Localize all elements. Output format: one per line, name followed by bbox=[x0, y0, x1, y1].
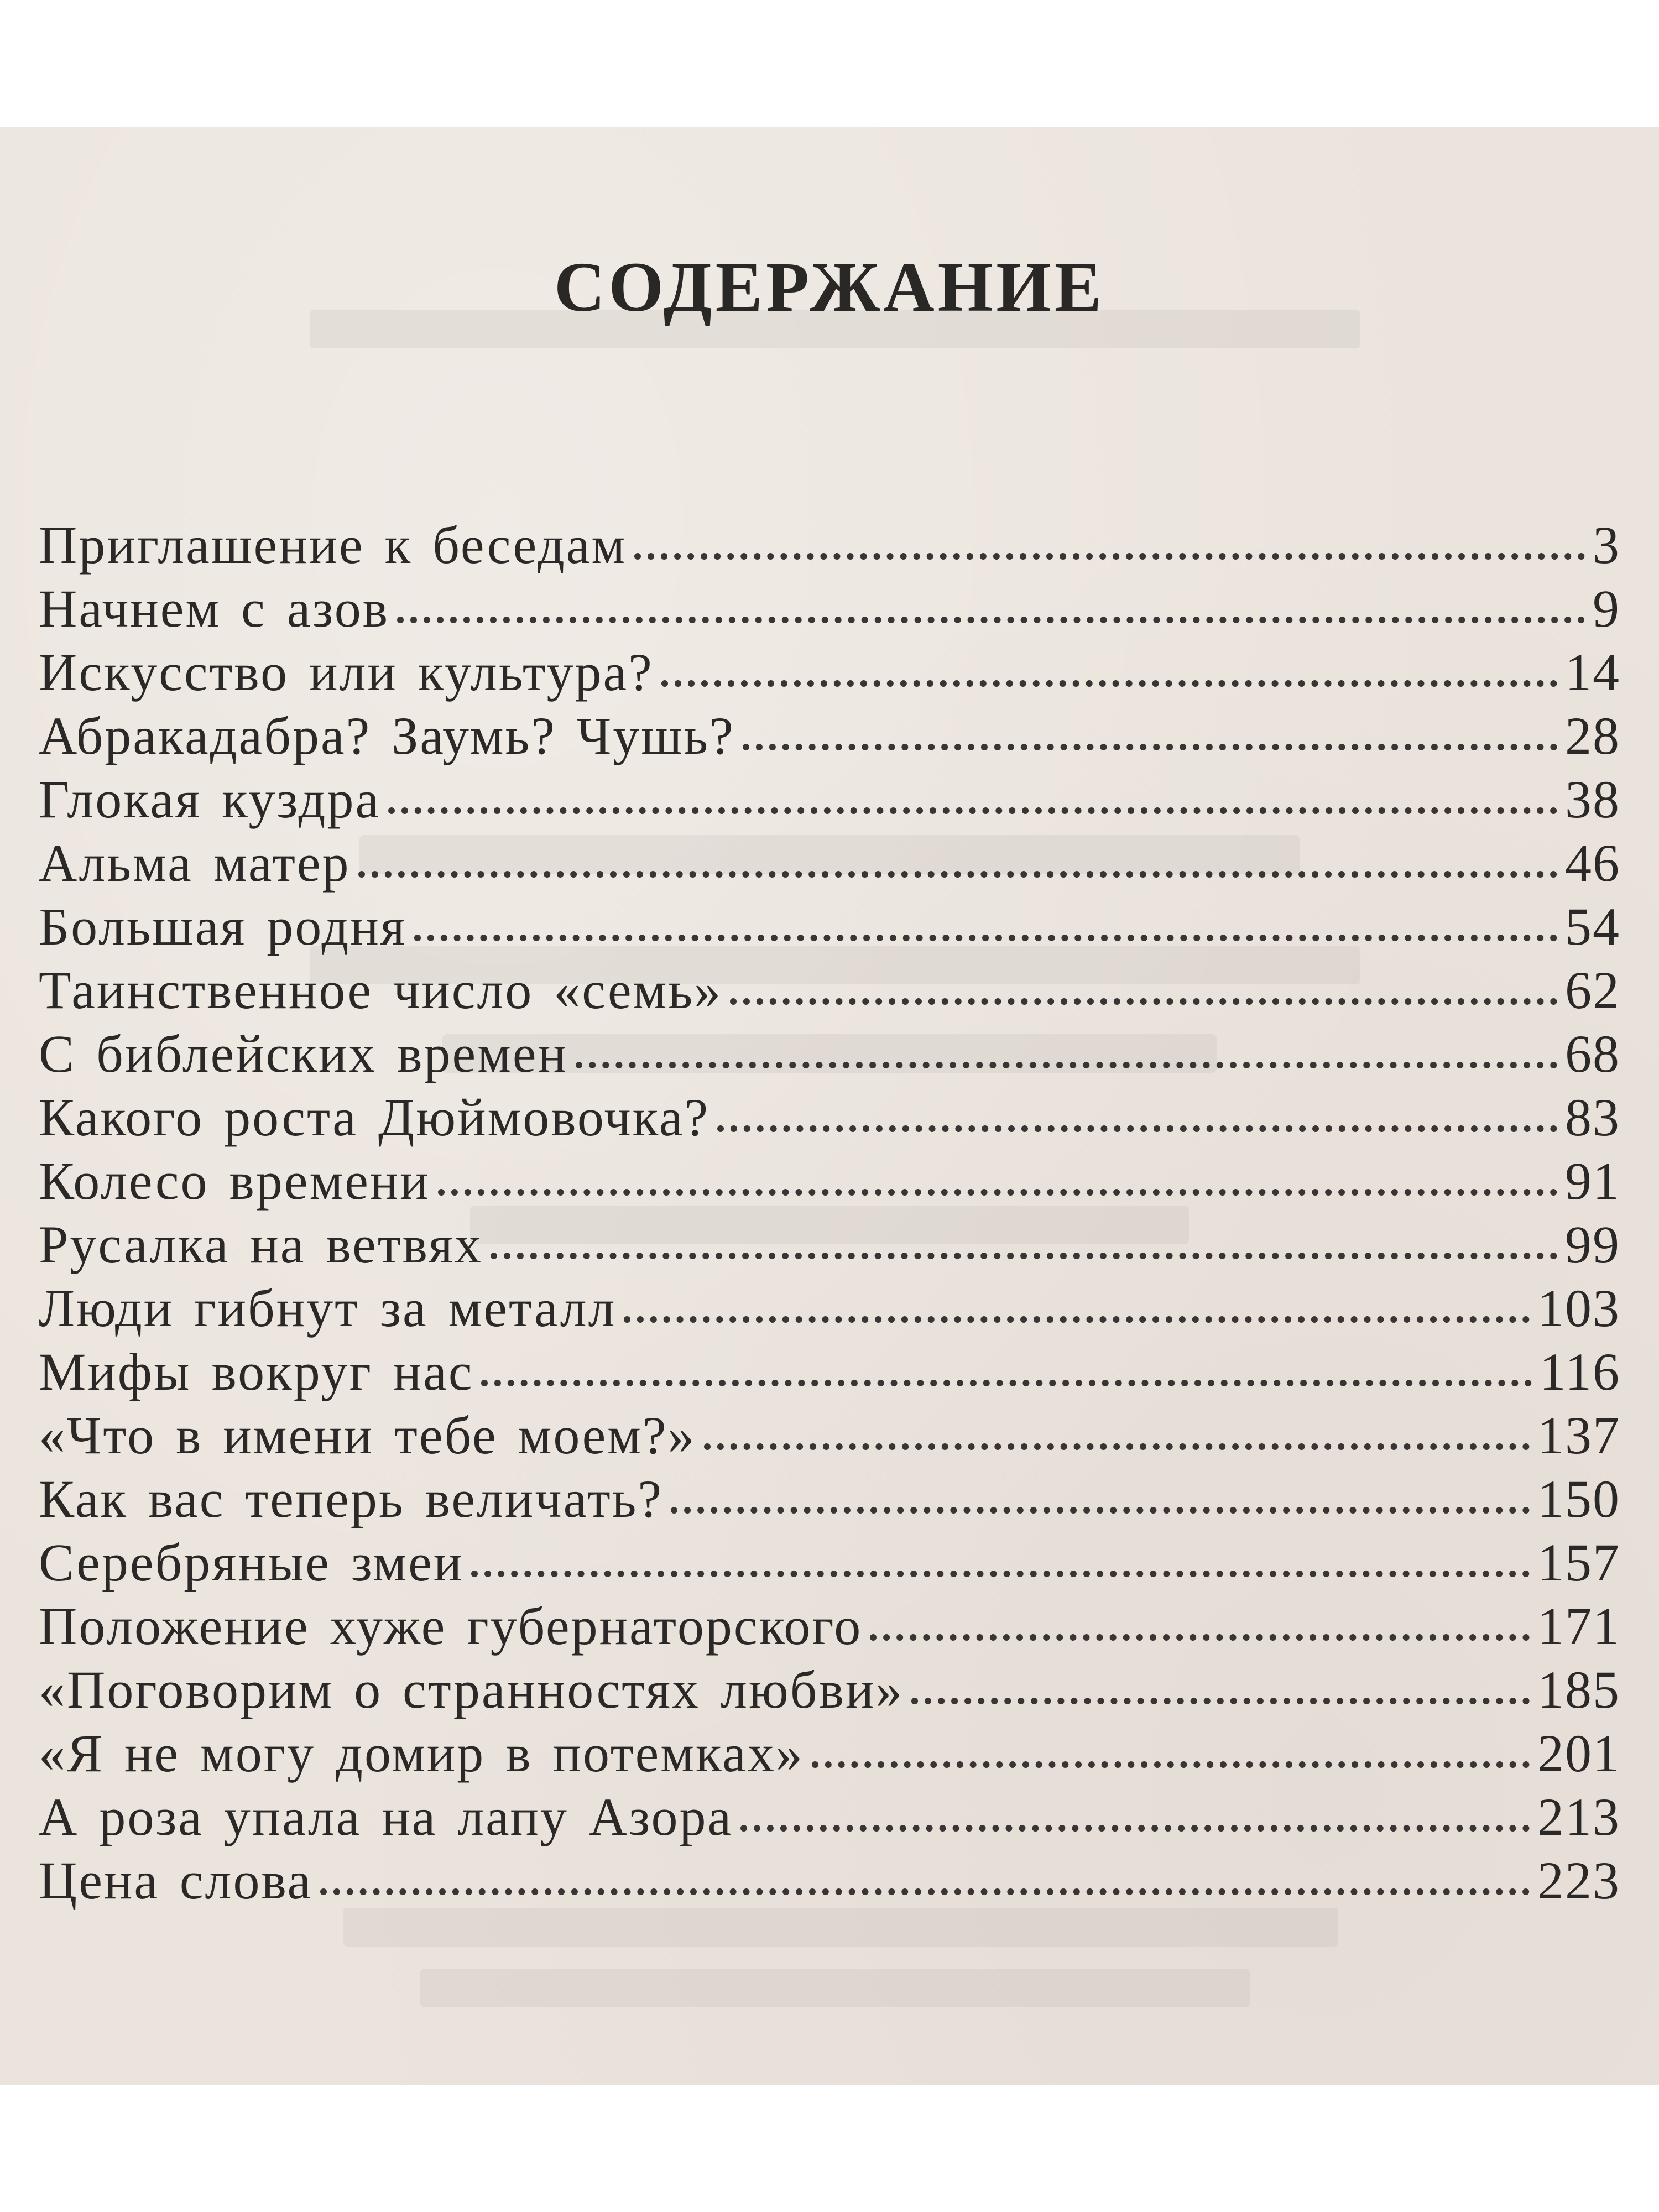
toc-entry-page-number: 46 bbox=[1565, 833, 1620, 893]
dot-leader bbox=[671, 1507, 1530, 1514]
toc-entry bbox=[39, 1150, 1620, 1214]
toc-entry bbox=[39, 1468, 1620, 1532]
toc-entry bbox=[39, 832, 1620, 896]
toc-entry-title: С библейских времен bbox=[39, 1024, 568, 1083]
dot-leader bbox=[471, 1571, 1530, 1577]
toc-entry bbox=[39, 896, 1620, 959]
dot-leader bbox=[576, 1062, 1557, 1068]
toc-entry-page-number: 83 bbox=[1565, 1088, 1620, 1147]
toc-entry bbox=[39, 1405, 1620, 1468]
toc-entry-page-number: 28 bbox=[1565, 706, 1620, 765]
dot-leader bbox=[397, 617, 1585, 623]
toc-entry bbox=[39, 1532, 1620, 1595]
dot-leader bbox=[358, 871, 1558, 878]
toc-entry-page-number: 201 bbox=[1537, 1724, 1620, 1783]
toc-entry-title: «Поговорим о странностях любви» bbox=[39, 1660, 904, 1719]
dot-leader bbox=[911, 1698, 1530, 1704]
toc-entry-title: Абракадабра? Заумь? Чушь? bbox=[39, 706, 735, 765]
toc-entry-page-number: 9 bbox=[1593, 579, 1620, 638]
toc-entry-page-number: 54 bbox=[1565, 897, 1620, 956]
dot-leader bbox=[704, 1443, 1530, 1450]
table-of-contents bbox=[39, 514, 1620, 1913]
toc-entry-title: Большая родня bbox=[39, 897, 406, 956]
toc-entry-title: Таинственное число «семь» bbox=[39, 961, 723, 1020]
toc-entry bbox=[39, 1850, 1620, 1913]
bleed-through-mark bbox=[343, 1908, 1338, 1947]
dot-leader bbox=[320, 1888, 1530, 1895]
toc-entry-title: Какого роста Дюймовочка? bbox=[39, 1088, 710, 1147]
page-title: СОДЕРЖАНИЕ bbox=[554, 247, 1105, 326]
toc-entry-page-number: 99 bbox=[1565, 1215, 1620, 1274]
toc-entry-page-number: 157 bbox=[1537, 1533, 1620, 1592]
toc-entry-title: Цена слова bbox=[39, 1851, 313, 1910]
book-page bbox=[0, 127, 1659, 2085]
toc-entry-title: Русалка на ветвях bbox=[39, 1215, 483, 1274]
toc-entry bbox=[39, 1087, 1620, 1150]
dot-leader bbox=[624, 1316, 1530, 1323]
toc-entry-title: Положение хуже губернаторского bbox=[39, 1597, 863, 1656]
toc-entry-title: Глокая куздра bbox=[39, 770, 381, 829]
toc-entry bbox=[39, 1659, 1620, 1723]
toc-entry-title: Альма матер bbox=[39, 833, 351, 893]
dot-leader bbox=[414, 935, 1557, 941]
toc-entry-title: «Я не могу домир в потемках» bbox=[39, 1724, 804, 1783]
toc-entry-title: Приглашение к беседам bbox=[39, 515, 627, 575]
dot-leader bbox=[740, 1825, 1530, 1832]
toc-entry bbox=[39, 578, 1620, 641]
dot-leader bbox=[743, 744, 1557, 750]
toc-entry bbox=[39, 705, 1620, 769]
toc-entry-page-number: 38 bbox=[1565, 770, 1620, 829]
toc-entry-page-number: 150 bbox=[1537, 1469, 1620, 1528]
toc-entry-page-number: 116 bbox=[1539, 1342, 1620, 1401]
dot-leader bbox=[812, 1761, 1530, 1768]
toc-entry-page-number: 14 bbox=[1565, 643, 1620, 702]
toc-entry-page-number: 223 bbox=[1537, 1851, 1620, 1910]
toc-entry-page-number: 103 bbox=[1537, 1279, 1620, 1338]
toc-entry-title: Искусство или культура? bbox=[39, 643, 654, 702]
toc-entry bbox=[39, 641, 1620, 705]
toc-entry bbox=[39, 514, 1620, 578]
toc-entry bbox=[39, 1214, 1620, 1277]
dot-leader bbox=[661, 680, 1557, 687]
toc-entry-page-number: 171 bbox=[1537, 1597, 1620, 1656]
toc-entry-title: Мифы вокруг нас bbox=[39, 1342, 474, 1401]
dot-leader bbox=[481, 1380, 1531, 1386]
toc-entry-page-number: 68 bbox=[1565, 1024, 1620, 1083]
toc-entry-title: Начнем с азов bbox=[39, 579, 390, 638]
dot-leader bbox=[870, 1634, 1530, 1641]
toc-entry-page-number: 91 bbox=[1565, 1151, 1620, 1211]
dot-leader bbox=[717, 1125, 1557, 1132]
toc-entry bbox=[39, 1023, 1620, 1087]
toc-entry bbox=[39, 1723, 1620, 1786]
toc-entry bbox=[39, 1277, 1620, 1341]
toc-entry-page-number: 185 bbox=[1537, 1660, 1620, 1719]
toc-entry-page-number: 3 bbox=[1593, 515, 1620, 575]
toc-entry-title: Колесо времени bbox=[39, 1151, 430, 1211]
toc-entry-title: Серебряные змеи bbox=[39, 1533, 464, 1592]
bleed-through-mark bbox=[420, 1969, 1250, 2007]
toc-entry-page-number: 62 bbox=[1565, 961, 1620, 1020]
toc-entry-page-number: 213 bbox=[1537, 1787, 1620, 1846]
toc-entry-title: «Что в имени тебе моем?» bbox=[39, 1406, 696, 1465]
toc-entry bbox=[39, 959, 1620, 1023]
toc-entry bbox=[39, 1595, 1620, 1659]
dot-leader bbox=[491, 1253, 1557, 1259]
toc-entry bbox=[39, 1341, 1620, 1405]
dot-leader bbox=[634, 553, 1585, 560]
toc-entry-title: Люди гибнут за металл bbox=[39, 1279, 617, 1338]
toc-entry-title: А роза упала на лапу Азора bbox=[39, 1787, 733, 1846]
dot-leader bbox=[730, 998, 1557, 1005]
toc-entry bbox=[39, 1786, 1620, 1850]
toc-entry bbox=[39, 769, 1620, 832]
dot-leader bbox=[388, 807, 1557, 814]
dot-leader bbox=[438, 1189, 1557, 1196]
toc-entry-title: Как вас теперь величать? bbox=[39, 1469, 664, 1528]
toc-entry-page-number: 137 bbox=[1537, 1406, 1620, 1465]
